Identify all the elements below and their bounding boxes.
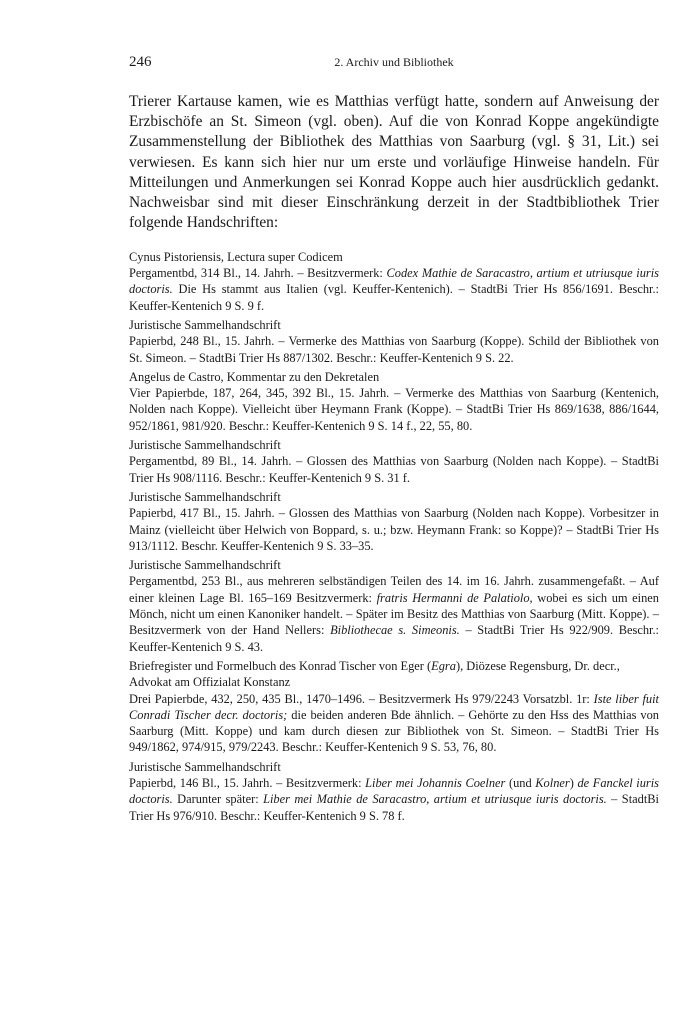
manuscript-entry <box>129 437 659 486</box>
manuscript-entry <box>129 658 659 756</box>
manuscript-description <box>129 573 659 654</box>
ownership-note-quote: Liber mei Johannis Coelner <box>365 776 506 791</box>
manuscript-description <box>129 385 659 434</box>
description-text: – StadtBi Trier Hs 976/910. Beschr.: Keuffer-Kentenich 9 S. 78 f. <box>129 792 659 823</box>
manuscript-title: Juristische Sammelhandschrift <box>129 489 281 504</box>
manuscript-description <box>129 453 659 486</box>
ownership-note-quote: Kolner <box>535 776 570 791</box>
manuscript-title: Juristische Sammelhandschrift <box>129 318 281 332</box>
title-italic: Egra <box>431 658 456 673</box>
description-text: Papierbd, 417 Bl., 15. Jahrh. – Glossen des Matthias von Saarburg (Nolden nach Koppe). Vorbesitzer in Mainz (vielleicht über Helwich von Boppard, s. u.; bzw. Heymann Frank: so Koppe)? – StadtBi Trier Hs 913/1112. Beschr. Keuffer-Kentenich 9 S. 33–35. <box>129 506 659 553</box>
description-text: Papierbd, 146 Bl., 15. Jahrh. – Besitzvermerk: <box>129 776 366 791</box>
description-text: Papierbd, 248 Bl., 15. Jahrh. – Vermerke des Matthias von Saarburg (Koppe). Schild der Bibliothek von St. Simeon. – StadtBi Trier Hs 887/1302. Beschr.: Keuffer-Kentenich 9 S. 22. <box>129 334 659 365</box>
manuscript-entry <box>129 557 659 655</box>
description-text: ) <box>569 776 578 791</box>
intro-paragraph: Trierer Kartause kamen, wie es Matthias verfügt hatte, sondern auf Anweisung der Erzbischöfe an St. Simeon (vgl. oben). Auf die von Konrad Koppe angekündigte Zusammenstellung der Bibliothek des Matthias von Saarburg (vgl. § 31, Lit.) sei verwiesen. Es kann sich hier nur um erste und vorläufige Hinweise handeln. Für Mitteilungen und Anmerkungen sei Konrad Koppe auch hier ausdrücklich gedankt. Nachweisbar sind mit dieser Einschränkung derzeit in der Stadtbibliothek Trier folgende Handschriften: <box>129 93 659 232</box>
book-page <box>129 54 659 824</box>
page-number: 246 <box>129 54 152 70</box>
manuscript-entry <box>129 489 659 554</box>
description-text: (und <box>505 776 536 791</box>
description-text: Drei Papierbde, 432, 250, 435 Bl., 1470–1496. – Besitzvermerk Hs 979/2243 Vorsatzbl. 1r: <box>129 691 594 706</box>
manuscript-title: Angelus de Castro, Kommentar zu den Dekretalen <box>129 369 380 384</box>
manuscript-entry <box>129 249 659 314</box>
title-text: ), Diözese Regensburg, Dr. decr., Advokat am Offizialat Konstanz <box>129 658 620 690</box>
manuscript-description <box>129 775 659 824</box>
chapter-title: 2. Archiv und Bibliothek <box>334 55 454 69</box>
manuscript-list <box>129 249 659 824</box>
ownership-note-quote: de Fanckel iuris doctoris. <box>129 776 659 807</box>
manuscript-description <box>129 333 659 366</box>
description-text: die beiden anderen Bde ähnlich. – Gehörte zu den Hss des Matthias von Saarburg (Mitt. Koppe) und kam durch diesen zur Bibliothek von St. Simeon. – StadtBi Trier Hs 949/1862, 974/915, 979/2243. Beschr.: Keuffer-Kentenich 9 S. 53, 76, 80. <box>129 707 659 755</box>
ownership-note-quote: Iste liber fuit Conradi Tischer decr. doctoris; <box>129 691 659 722</box>
description-text: Vier Papierbde, 187, 264, 345, 392 Bl., 15. Jahrh. – Vermerke des Matthias von Saarburg (Kentenich, Nolden nach Koppe). Vielleicht über Heymann Frank (Koppe). – StadtBi Trier Hs 869/1638, 886/1644, 952/1861, 981/920. Beschr.: Keuffer-Kentenich 9 S. 14 f., 22, 55, 80. <box>129 386 659 433</box>
description-text: Darunter später: <box>172 792 264 807</box>
manuscript-title <box>129 658 659 691</box>
description-text: wobei es sich um einen Mönch, nicht um einen Kanoniker handelt. – Später im Besitz des Matthias von Saarburg (Mitt. Koppe). – Besitzvermerk von der Hand Nellers: <box>129 590 659 638</box>
manuscript-title: Juristische Sammelhandschrift <box>129 558 281 573</box>
running-head <box>129 54 659 76</box>
manuscript-title: Cynus Pistoriensis, Lectura super Codicem <box>129 249 343 264</box>
ownership-note-quote: fratris Hermanni de Palatiolo, <box>376 590 533 605</box>
manuscript-description <box>129 505 659 554</box>
manuscript-description <box>129 691 659 756</box>
manuscript-entry <box>129 317 659 366</box>
description-text: – StadtBi Trier Hs 922/909. Beschr.: Keuffer-Kentenich 9 S. 43. <box>129 623 659 654</box>
manuscript-title: Juristische Sammelhandschrift <box>129 438 281 453</box>
description-text: Pergamentbd, 253 Bl., aus mehreren selbständigen Teilen des 14. im 16. Jahrh. zusammengefaßt. – Auf einer kleinen Lage Bl. 165–169 Besitzvermerk: <box>129 574 659 605</box>
manuscript-entry <box>129 369 659 434</box>
description-text: Pergamentbd, 314 Bl., 14. Jahrh. – Besitzvermerk: <box>129 266 387 281</box>
description-text: Die Hs stammt aus Italien (vgl. Keuffer-Kentenich). – StadtBi Trier Hs 856/1691. Beschr.: Keuffer-Kentenich 9 S. 9 f. <box>129 282 659 313</box>
ownership-note-quote: Liber mei Mathie de Saracastro, artium et utriusque iuris doctoris. <box>263 792 607 807</box>
ownership-note-quote: Codex Mathie de Saracastro, artium et utriusque iuris doctoris. <box>129 266 659 297</box>
manuscript-entry <box>129 759 659 824</box>
manuscript-title: Juristische Sammelhandschrift <box>129 759 281 774</box>
ownership-note-quote: Bibliothecae s. Simeonis. <box>330 623 460 638</box>
description-text: Pergamentbd, 89 Bl., 14. Jahrh. – Glossen des Matthias von Saarburg (Nolden nach Koppe). – StadtBi Trier Hs 908/1116. Beschr.: Keuffer-Kentenich 9 S. 31 f. <box>129 454 659 485</box>
title-text: Briefregister und Formelbuch des Konrad Tischer von Eger ( <box>129 658 432 673</box>
manuscript-description <box>129 265 659 314</box>
